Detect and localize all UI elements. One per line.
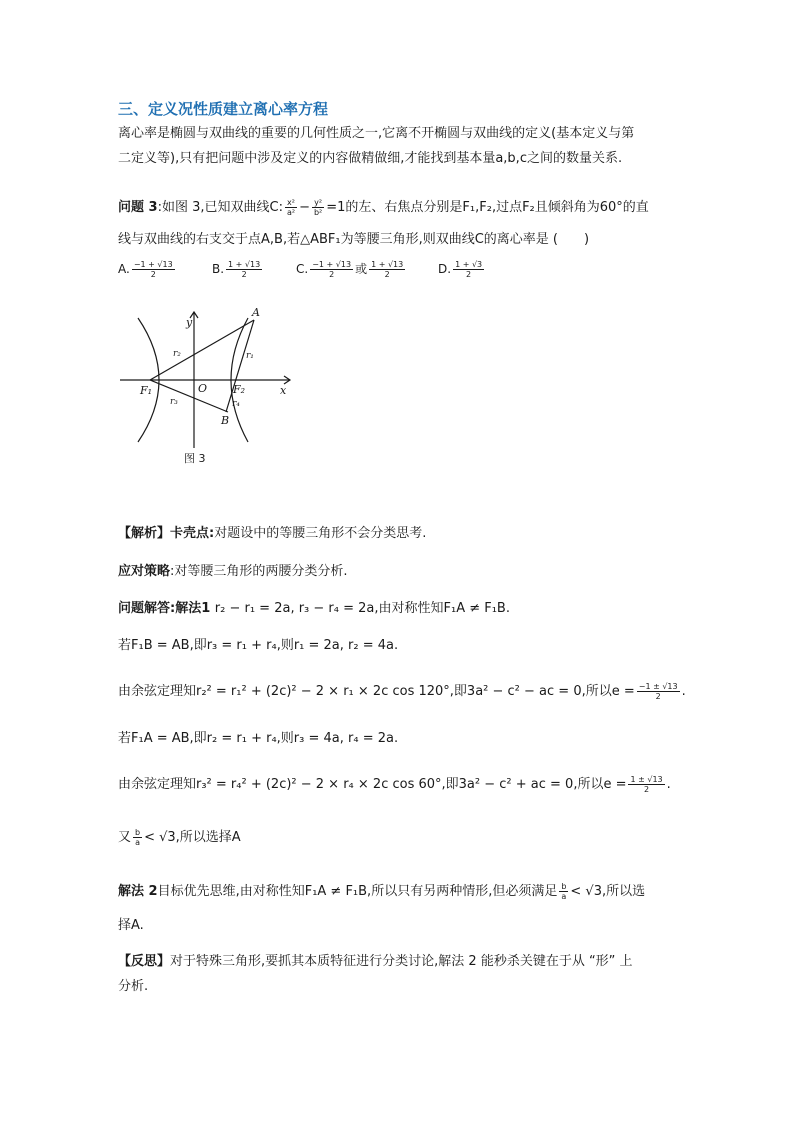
label-y: y [186, 316, 193, 329]
label-F2: F₂ [233, 383, 246, 396]
reflection-line-1: 【反思】对于特殊三角形,要抓其本质特征进行分类讨论,解法 2 能秒杀关键在于从 “形” 上 [118, 954, 633, 969]
option-d: D. $\frac{1 + √3}{2}$ [438, 260, 483, 279]
cosine-law-line-1: 由余弦定理知r₂² = r₁² + (2c)² − 2 × r₁ × 2c cos 120°,即3a² − c² − ac = 0,所以e = $\frac{-1 \pm √13}{2}$ . [118, 682, 686, 701]
label-r4: r₄ [232, 399, 240, 409]
problem-text-b: =1的左、右焦点分别是F₁,F₂,过点F₂且倾斜角为60°的直 [326, 200, 649, 215]
option-c: C. $\frac{-1 + √13}{2}$ 或 $\frac{1 + √13}{2}$ [296, 260, 404, 279]
label-F1: F₁ [140, 384, 153, 397]
problem-label: 问题 3 [118, 200, 158, 215]
fraction-y: $\frac{\text{y²}}{\text{b²}}$ [313, 198, 323, 217]
reflection-line-2: 分析. [118, 979, 149, 994]
method2-line-2: 择A. [118, 918, 144, 933]
method2-line-1: 解法 2目标优先思维,由对称性知F₁A ≠ F₁B,所以只有另两种情形,但必须满足 $\frac{b}{a}$ < √3,所以选 [118, 882, 646, 901]
label-r1: r₁ [246, 351, 254, 361]
label-x: x [280, 384, 287, 397]
strategy-line: 应对策略:对等腰三角形的两腰分类分析. [118, 564, 348, 579]
cosine-law-line-2: 由余弦定理知r₃² = r₄² + (2c)² − 2 × r₄ × 2c cos 60°,即3a² − c² + ac = 0,所以e = $\frac{1 \pm √13}{2}$ . [118, 775, 671, 794]
label-r2: r₂ [173, 349, 181, 359]
problem-text-a: :如图 3,已知双曲线C: [157, 200, 283, 215]
figure-caption: 图 3 [184, 452, 206, 465]
problem-line-2: 线与双曲线的右支交于点A,B,若△ABF₁为等腰三角形,则双曲线C的离心率是 ( ) [118, 232, 590, 247]
label-O: O [198, 382, 208, 395]
label-B: B [221, 414, 230, 427]
case1-line: 若F₁B = AB,即r₃ = r₁ + r₄,则r₁ = 2a, r₂ = 4a. [118, 638, 399, 653]
hyperbola-figure [118, 300, 308, 470]
section-title: 三、定义况性质建立离心率方程 [118, 100, 329, 118]
case2-line: 若F₁A = AB,即r₂ = r₁ + r₄,则r₃ = 4a, r₄ = 2a. [118, 731, 399, 746]
segment-F1B [150, 380, 228, 412]
intro-line-2: 二定义等),只有把问题中涉及定义的内容做精做细,才能找到基本量a,b,c之间的数量关系. [118, 151, 623, 166]
conclusion-line: 又 $\frac{b}{a}$ < √3,所以选择A [118, 828, 241, 847]
option-b: B. $\frac{1 + √13}{2}$ [212, 260, 261, 279]
problem-line-1: 问题 3:如图 3,已知双曲线C: $\frac{\text{x²}}{\text{a²}}$ − $\frac{\text{y²}}{\text{b²}}$ =1的左、右焦点分别是F₁,F₂,过点F₂且倾斜角为60°的直 [118, 198, 649, 217]
analysis-header: 【解析】卡壳点:对题设中的等腰三角形不会分类思考. [118, 526, 427, 541]
intro-line-1: 离心率是椭圆与双曲线的重要的几何性质之一,它离不开椭圆与双曲线的定义(基本定义与第 [118, 126, 635, 141]
method1-line: 问题解答:解法1 r₂ − r₁ = 2a, r₃ − r₄ = 2a,由对称性知F₁A ≠ F₁B. [118, 601, 510, 616]
label-r3: r₃ [170, 397, 178, 407]
fraction-x: $\frac{\text{x²}}{\text{a²}}$ [286, 198, 296, 217]
label-A: A [252, 306, 260, 319]
option-a: A. $\frac{-1 + √13}{2}$ [118, 260, 173, 279]
